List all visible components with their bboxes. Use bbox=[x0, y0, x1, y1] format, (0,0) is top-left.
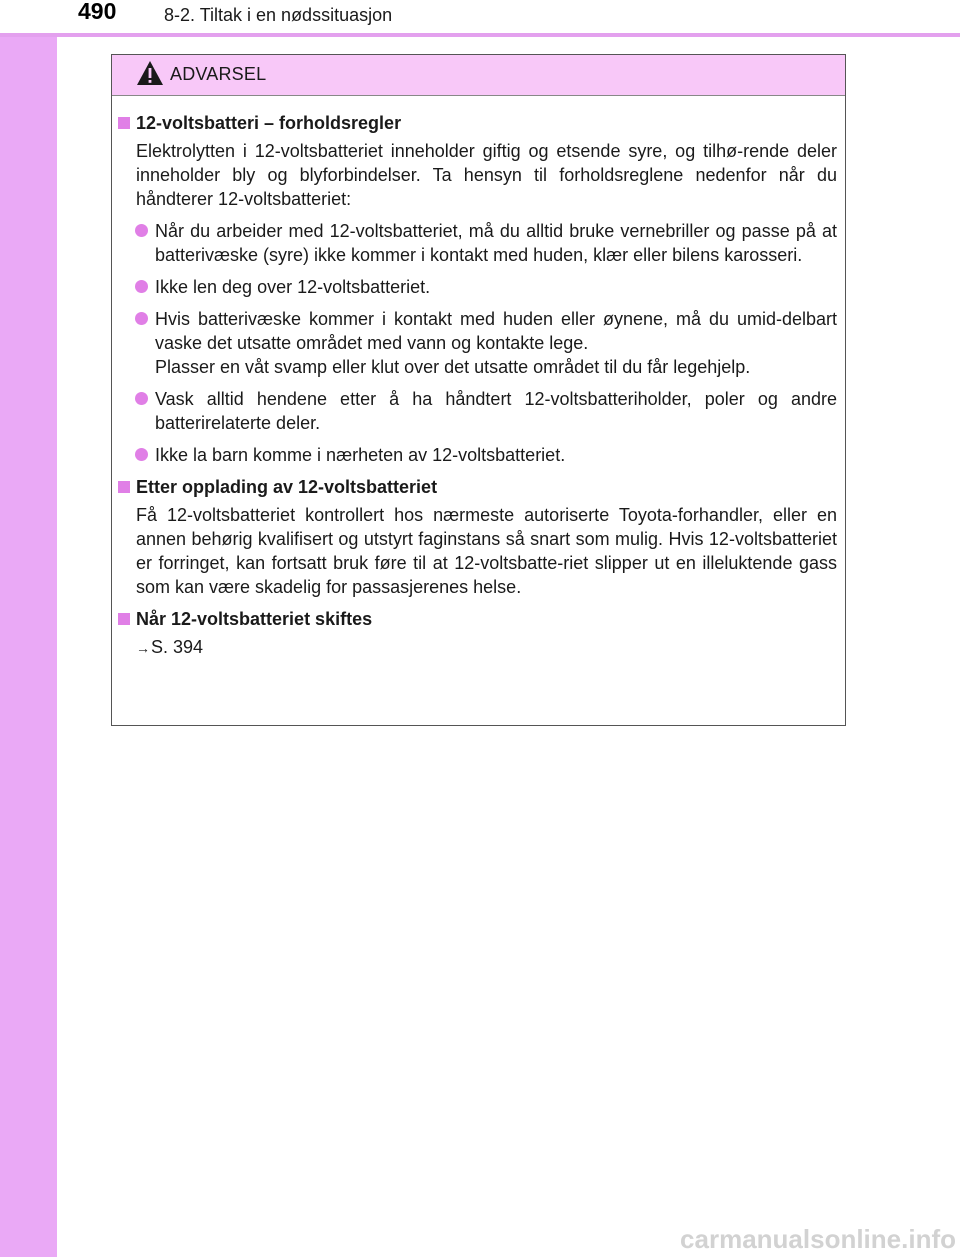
square-bullet-icon bbox=[118, 117, 130, 129]
page-reference bbox=[136, 635, 847, 660]
page-number: 490 bbox=[78, 0, 117, 24]
warning-triangle-icon bbox=[136, 60, 164, 86]
round-bullet-icon bbox=[135, 392, 148, 405]
square-bullet-icon bbox=[118, 481, 130, 493]
list-item: Når du arbeider med 12-voltsbatteriet, må du alltid bruke vernebriller og passe på at batterivæske (syre) ikke kommer i kontakt med huden, klær eller bilens karosseri. bbox=[155, 219, 837, 267]
watermark: carmanualsonline.info bbox=[680, 1224, 956, 1254]
list-item: Ikke len deg over 12-voltsbatteriet. bbox=[155, 275, 837, 299]
warning-box bbox=[111, 54, 846, 726]
subheading-battery-replacement: Når 12-voltsbatteriet skiftes bbox=[112, 607, 847, 631]
round-bullet-icon bbox=[135, 224, 148, 237]
page-header bbox=[0, 0, 960, 33]
section-title: 8-2. Tiltak i en nødssituasjon bbox=[164, 5, 393, 25]
header-rule bbox=[0, 33, 960, 37]
list-item-extra: Plasser en våt svamp eller klut over det utsatte området til du får legehjelp. bbox=[155, 357, 751, 377]
round-bullet-icon bbox=[135, 448, 148, 461]
round-bullet-icon bbox=[135, 280, 148, 293]
list-item: Vask alltid hendene etter å ha håndtert 12-voltsbatteriholder, poler og andre batterirelaterte deler. bbox=[155, 387, 837, 435]
paragraph: Elektrolytten i 12-voltsbatteriet inneholder giftig og etsende syre, og tilhø-rende deler inneholder bly og blyforbindelser. Ta hensyn til forholdsreglene nedenfor når du håndterer 12-voltsbatteriet: bbox=[136, 141, 837, 209]
list-item: Ikke la barn komme i nærheten av 12-voltsbatteriet. bbox=[155, 443, 837, 467]
side-color-strip bbox=[0, 0, 57, 1257]
round-bullet-icon bbox=[135, 312, 148, 325]
page-reference-link[interactable]: S. 394 bbox=[151, 637, 204, 657]
warning-label: ADVARSEL bbox=[170, 64, 267, 84]
paragraph: Få 12-voltsbatteriet kontrollert hos nærmeste autoriserte Toyota-forhandler, eller en annen behørig kvalifisert og utstyrt faginstans så snart som mulig. Hvis 12-voltsbatteriet er forringet, kan fortsatt bruk føre til at 12-voltsbatte-riet slipper ut en illeluktende gass som kan være skadelig for passasjerenes helse. bbox=[136, 505, 837, 597]
square-bullet-icon bbox=[118, 613, 130, 625]
arrow-right-icon: → bbox=[136, 640, 150, 656]
subheading-after-charging: Etter opplading av 12-voltsbatteriet bbox=[112, 475, 847, 499]
subheading-battery-precautions: 12-voltsbatteri – forholdsregler bbox=[112, 111, 847, 135]
list-item: Hvis batterivæske kommer i kontakt med huden eller øynene, må du umid-delbart vaske det utsatte området med vann og kontakte lege. Plasser en våt svamp eller klut over det utsatte området til du får legehjelp. bbox=[155, 307, 837, 379]
warning-header bbox=[112, 55, 845, 96]
warning-content bbox=[112, 111, 847, 660]
